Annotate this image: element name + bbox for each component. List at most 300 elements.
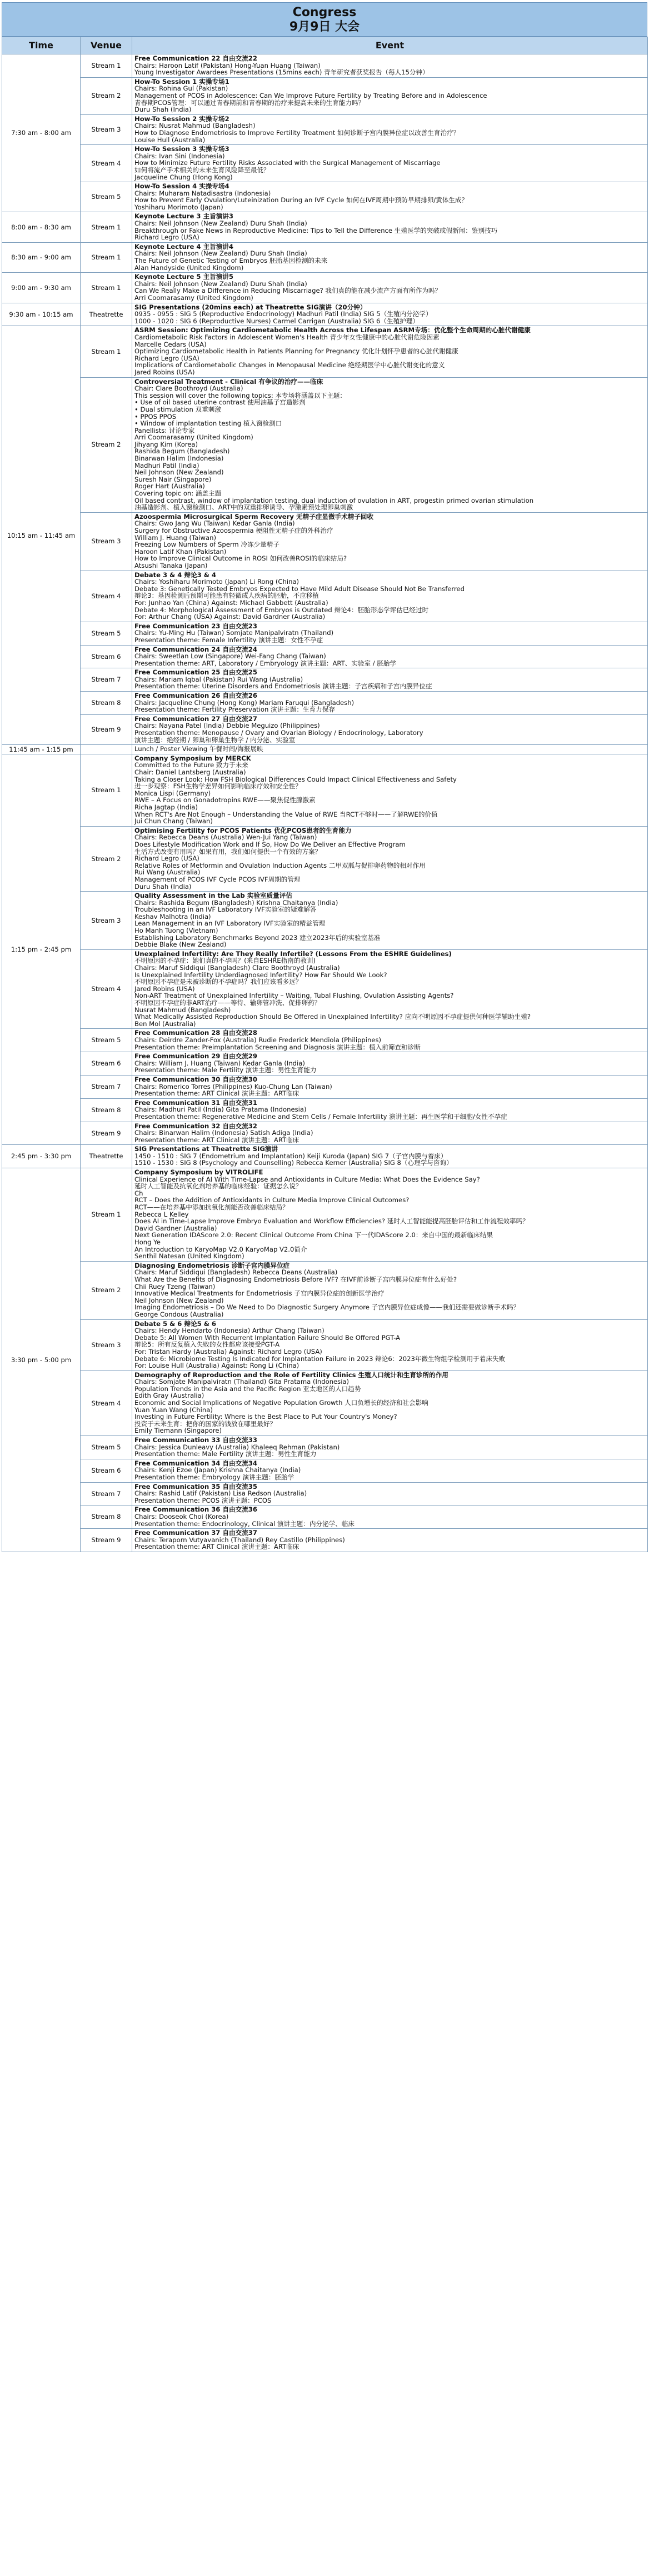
event-line: Presentation theme: ART, Laboratory / Embryology 演讲主题：ART、实验室 / 胚胎学 bbox=[134, 659, 397, 667]
event-line: Is Unexplained Infertility Underdiagnosed Infertility? How Far Should We Look? bbox=[134, 971, 387, 979]
event-line: Panellists: 讨论专家 bbox=[134, 426, 195, 434]
event-line: Chairs: Maruf Siddiqui (Bangladesh) Rebecca Deans (Australia) bbox=[134, 1268, 338, 1277]
event-title: Free Communication 33 自由交流33 bbox=[134, 1436, 257, 1444]
event-line: Madhuri Patil (India) bbox=[134, 461, 199, 469]
event-title: Free Communication 34 自由交流34 bbox=[134, 1459, 257, 1467]
event-title: Keynote Lecture 5 主旨演讲5 bbox=[134, 273, 233, 281]
event-cell bbox=[132, 668, 648, 692]
time-cell: 8:00 am - 8:30 am bbox=[2, 212, 81, 242]
venue-cell: Stream 2 bbox=[81, 826, 132, 891]
event-line: 如何将流产手术相关的未来生育风险降至最低？ bbox=[134, 166, 270, 174]
event-line: Chairs: Gwo Jang Wu (Taiwan) Kedar Ganla (India) bbox=[134, 519, 295, 528]
event-cell bbox=[132, 212, 648, 242]
event-line: 进一步观察：FSH生物学差异如何影响临床疗效和安全性？ bbox=[134, 782, 302, 791]
event-line: Population Trends in the Asia and the Pacific Region 亚太地区的人口趋势 bbox=[134, 1384, 361, 1393]
venue-cell: Theatrette bbox=[81, 303, 132, 326]
event-title: Free Communication 24 自由交流24 bbox=[134, 645, 257, 653]
event-line: 延时人工智能及抗氧化剂培养基的临床经验：证据怎么说？ bbox=[134, 1182, 302, 1191]
event-line: Duru Shah (India) bbox=[134, 882, 192, 891]
event-line: Relative Roles of Metformin and Ovulation Induction Agents 二甲双胍与促排卵药物的相对作用 bbox=[134, 861, 426, 869]
event-line: Establishing Laboratory Benchmarks Beyond 2023 建立2023年后的实验室基准 bbox=[134, 933, 381, 942]
event-line: Alan Handyside (United Kingdom) bbox=[134, 263, 244, 272]
table-row bbox=[2, 1029, 648, 1052]
event-line: Oil based contrast, window of implantation testing, dual induction of ovulation in ART, progestin primed ovarian stimulation bbox=[134, 496, 534, 504]
time-cell: 9:00 am - 9:30 am bbox=[2, 273, 81, 303]
event-line: Next Generation IDAScore 2.0: Recent Clinical Outcome From China 下一代IDAScore 2.0：来自中国的最新临床结果 bbox=[134, 1231, 493, 1239]
event-cell bbox=[132, 377, 648, 512]
event-line: Richa Jagtap (India) bbox=[134, 803, 198, 811]
event-title: Free Communication 32 自由交流32 bbox=[134, 1122, 257, 1130]
event-title: Free Communication 28 自由交流28 bbox=[134, 1029, 257, 1037]
event-line: Presentation theme: Preimplantation Screening and Diagnosis 演讲主题：植入前筛查和诊断 bbox=[134, 1043, 421, 1051]
event-line: For: Tristan Hardy (Australia) Against: Richard Legro (USA) bbox=[134, 1347, 322, 1355]
table-row bbox=[2, 714, 648, 744]
event-cell bbox=[132, 745, 648, 754]
venue-cell: Stream 5 bbox=[81, 622, 132, 645]
table-row bbox=[2, 1145, 648, 1168]
event-title: Free Communication 35 自由交流35 bbox=[134, 1482, 257, 1490]
venue-cell: Stream 8 bbox=[81, 692, 132, 715]
event-title: How-To Session 1 实操专场1 bbox=[134, 77, 229, 86]
table-row bbox=[2, 242, 648, 272]
event-line: Senthil Natesan (United Kingdom) bbox=[134, 1252, 244, 1261]
event-cell bbox=[132, 1529, 648, 1552]
event-line: 1510 - 1530 : SIG 8 (Psychology and Counselling) Rebecca Kerner (Australia) SIG 8（心理学与咨询） bbox=[134, 1159, 453, 1167]
table-row bbox=[2, 892, 648, 950]
event-line: Duru Shah (India) bbox=[134, 106, 192, 114]
table-row bbox=[2, 622, 648, 645]
venue-cell: Stream 3 bbox=[81, 892, 132, 950]
event-line: Roger Hart (Australia) bbox=[134, 482, 205, 491]
event-title: Free Communication 27 自由交流27 bbox=[134, 714, 257, 723]
event-line: Chairs: Kenji Ezoe (Japan) Krishna Chaitanya (India) bbox=[134, 1466, 301, 1474]
event-cell bbox=[132, 145, 648, 182]
table-row bbox=[2, 1168, 648, 1262]
event-title: Free Communication 30 自由交流30 bbox=[134, 1075, 257, 1083]
venue-cell: Stream 7 bbox=[81, 1075, 132, 1098]
table-row bbox=[2, 1370, 648, 1435]
event-line: Jared Robins (USA) bbox=[134, 368, 195, 376]
event-line: Debate 3: Genetically Tested Embryos Expected to Have Mild Adult Disease Should Not Be Transferred bbox=[134, 584, 465, 593]
event-line: 1450 - 1510 : SIG 7 (Endometrium and Implantation) Keiji Kuroda (Japan) SIG 7（子宫内膜与着床） bbox=[134, 1152, 447, 1160]
table-row bbox=[2, 949, 648, 1029]
event-line: RWE – A Focus on Gonadotropins RWE——聚焦促性腺激素 bbox=[134, 796, 316, 804]
event-line: Surgery for Obstructive Azoospermia 梗阻性无精子症的外科治疗 bbox=[134, 527, 333, 534]
table-row bbox=[2, 1261, 648, 1319]
page-subtitle: 9月9日 大会 bbox=[289, 20, 360, 34]
event-title: Free Communication 26 自由交流26 bbox=[134, 692, 257, 700]
venue-cell: Stream 6 bbox=[81, 1052, 132, 1076]
event-line: Chairs: Teraporn Vutyavanich (Thailand) Rey Castillo (Philippines) bbox=[134, 1535, 345, 1544]
event-title: How-To Session 4 实操专场4 bbox=[134, 182, 229, 191]
event-title: Debate 5 & 6 辩论5 & 6 bbox=[134, 1319, 216, 1328]
event-title: Company Symposium by MERCK bbox=[134, 754, 251, 762]
event-line: Economic and Social Implications of Negative Population Growth 人口负增长的经济和社会影响 bbox=[134, 1399, 428, 1407]
event-line: Debate 4: Morphological Assessment of Embryos is Outdated 辩论4：胚胎形态学评估已经过时 bbox=[134, 606, 429, 614]
table-row bbox=[2, 512, 648, 571]
column-header-time: Time bbox=[2, 37, 81, 54]
event-line: Imaging Endometriosis – Do We Need to Do Diagnostic Surgery Anymore 子宫内膜异位症成像——我们还需要做诊断手术吗？ bbox=[134, 1303, 520, 1312]
event-line: What Medically Assisted Reproduction Should Be Offered in Unexplained Infertility? 应向不明原因不孕症提供何种医学辅助生殖? bbox=[134, 1013, 531, 1021]
venue-cell: Stream 9 bbox=[81, 1122, 132, 1145]
event-line: Management of PCOS in Adolescence: Can We Improve Future Fertility by Treating Before and in Adolescence bbox=[134, 91, 487, 99]
venue-cell: Stream 2 bbox=[81, 377, 132, 512]
event-line: Neil Johnson (New Zealand) bbox=[134, 468, 224, 477]
event-line: Ho Manh Tuong (Vietnam) bbox=[134, 927, 218, 935]
table-row bbox=[2, 1319, 648, 1370]
event-line: William J. Huang (Taiwan) bbox=[134, 533, 216, 542]
event-cell bbox=[132, 826, 648, 891]
event-line: Chairs: Somjate Manipalviratn (Thailand) Gita Pratama (Indonesia) bbox=[134, 1378, 350, 1386]
event-line: Presentation theme: ART Clinical 演讲主题：ART临床 bbox=[134, 1136, 299, 1144]
event-line: Presentation theme: ART Clinical 演讲主题：ART临床 bbox=[134, 1543, 299, 1551]
venue-cell: Stream 1 bbox=[81, 273, 132, 303]
venue-cell: Stream 7 bbox=[81, 1482, 132, 1505]
event-line: Jared Robins (USA) bbox=[134, 984, 195, 993]
event-cell bbox=[132, 645, 648, 668]
event-title: Keynote Lecture 4 主旨演讲4 bbox=[134, 242, 233, 251]
table-row bbox=[2, 1436, 648, 1459]
table-row bbox=[2, 182, 648, 212]
table-row bbox=[2, 754, 648, 826]
event-title: Company Symposium by VITROLIFE bbox=[134, 1168, 263, 1177]
event-line: Nusrat Mahmud (Bangladesh) bbox=[134, 1006, 231, 1014]
event-cell bbox=[132, 892, 648, 950]
venue-cell: Stream 3 bbox=[81, 114, 132, 144]
event-line: Chairs: Dooseok Choi (Korea) bbox=[134, 1512, 229, 1520]
event-line: • PPOS PPOS bbox=[134, 412, 177, 421]
event-line: Richard Legro (USA) bbox=[134, 354, 199, 362]
table-row bbox=[2, 745, 648, 754]
event-title: Diagnosing Endometriosis 诊断子宫内膜异位症 bbox=[134, 1261, 290, 1269]
event-cell bbox=[132, 1052, 648, 1076]
event-line: Chairs: Neil Johnson (New Zealand) Duru Shah (India) bbox=[134, 249, 307, 258]
event-line: Investing in Future Fertility: Where is the Best Place to Put Your Country's Money? bbox=[134, 1413, 397, 1421]
event-line: Chairs: Rashida Begum (Bangladesh) Krishna Chaitanya (India) bbox=[134, 898, 338, 907]
event-cell bbox=[132, 692, 648, 715]
event-line: Chairs: Neil Johnson (New Zealand) Duru Shah (India) bbox=[134, 279, 307, 288]
event-line: Management of PCOS IVF Cycle PCOS IVF周期的管理 bbox=[134, 875, 301, 883]
event-line: Covering topic on: 涵盖主题 bbox=[134, 489, 222, 498]
event-line: Chairs: Hendy Hendarto (Indonesia) Arthur Chang (Taiwan) bbox=[134, 1327, 324, 1335]
event-line: Chairs: Neil Johnson (New Zealand) Duru Shah (India) bbox=[134, 219, 307, 228]
event-line: Chairs: Maruf Siddiqui (Bangladesh) Clare Boothroyd (Australia) bbox=[134, 964, 340, 972]
table-row bbox=[2, 1098, 648, 1122]
event-line: 不明原因的不孕症：她们真的不孕吗？(来自ESHRE指南的教训) bbox=[134, 957, 316, 965]
event-line: Presentation theme: Female Infertility 演讲主题：女性不孕症 bbox=[134, 636, 323, 644]
event-line: Marcelle Cedars (USA) bbox=[134, 340, 207, 348]
event-line: Chairs: Binarwan Halim (Indonesia) Satish Adiga (India) bbox=[134, 1129, 313, 1137]
event-line: Rui Wang (Australia) bbox=[134, 868, 201, 877]
event-cell bbox=[132, 949, 648, 1029]
event-line: Presentation theme: Menopause / Ovary and Ovarian Biology / Endocrinology, Laboratory bbox=[134, 729, 423, 737]
event-line: Jihyang Kim (Korea) bbox=[134, 440, 198, 448]
event-line: Debate 6: Microbiome Testing Is Indicated for Implantation Failure in 2023 辩论6：2023年微生物组学检测用于着床失败 bbox=[134, 1354, 506, 1363]
event-line: RCT – Does the Addition of Antioxidants in Culture Media Improve Clinical Outcomes? bbox=[134, 1196, 410, 1204]
schedule-body bbox=[2, 54, 648, 1552]
event-line: George Condous (Australia) bbox=[134, 1310, 224, 1318]
venue-cell: Stream 8 bbox=[81, 1505, 132, 1529]
event-line: Chairs: Rohina Gul (Pakistan) bbox=[134, 84, 228, 93]
venue-cell: Stream 8 bbox=[81, 1098, 132, 1122]
event-line: Innovative Medical Treatments for Endometriosis 子宫内膜异位症的创新医学治疗 bbox=[134, 1289, 385, 1298]
table-row bbox=[2, 212, 648, 242]
event-line: Taking a Closer Look: How FSH Biological Differences Could Impact Clinical Effectiveness and Safety bbox=[134, 775, 457, 783]
event-line: Arri Coomarasamy (United Kingdom) bbox=[134, 294, 253, 302]
event-title: Demography of Reproduction and the Role of Fertility Clinics 生殖人口统计和生育诊所的作用 bbox=[134, 1370, 448, 1379]
event-cell bbox=[132, 77, 648, 114]
time-cell: 2:45 pm - 3:30 pm bbox=[2, 1145, 81, 1168]
venue-cell: Stream 1 bbox=[81, 212, 132, 242]
venue-cell: Stream 5 bbox=[81, 182, 132, 212]
event-line: Presentation theme: Regenerative Medicine and Stem Cells / Female Infertility 演讲主题：再生医学和干细胞/女性不孕症 bbox=[134, 1112, 507, 1121]
table-row bbox=[2, 1529, 648, 1552]
event-line: Neil Johnson (New Zealand) bbox=[134, 1296, 224, 1304]
event-line: Chairs: Deirdre Zander-Fox (Australia) Rudie Frederick Mendiola (Philippines) bbox=[134, 1036, 382, 1044]
table-row bbox=[2, 145, 648, 182]
event-line: Chair: Clare Boothroyd (Australia) bbox=[134, 384, 243, 393]
venue-cell: Stream 2 bbox=[81, 1261, 132, 1319]
event-cell bbox=[132, 1319, 648, 1370]
event-cell bbox=[132, 754, 648, 826]
venue-cell: Stream 4 bbox=[81, 1370, 132, 1435]
event-title: Free Communication 25 自由交流25 bbox=[134, 668, 257, 677]
venue-cell: Stream 6 bbox=[81, 645, 132, 668]
event-cell bbox=[132, 622, 648, 645]
venue-cell: Stream 5 bbox=[81, 1029, 132, 1052]
event-line: For: Louise Hull (Australia) Against: Rong Li (China) bbox=[134, 1362, 299, 1370]
event-cell bbox=[132, 571, 648, 622]
event-line: For: Junhao Yan (China) Against: Michael Gabbett (Australia) bbox=[134, 598, 328, 607]
event-line: Lean Management in an IVF Laboratory IVF实验室的精益管理 bbox=[134, 919, 326, 928]
header-banner bbox=[2, 2, 647, 37]
event-line: How to Minimize Future Fertility Risks Associated with the Surgical Management of Miscarriage bbox=[134, 159, 441, 167]
event-line: The Future of Genetic Testing of Embryos 胚胎基因检测的未来 bbox=[134, 257, 328, 265]
event-line: Chairs: Romerico Torres (Philippines) Kuo-Chung Lan (Taiwan) bbox=[134, 1082, 332, 1091]
event-line: Rebecca L Kelley bbox=[134, 1210, 189, 1218]
table-row bbox=[2, 303, 648, 326]
event-title: Free Communication 22 自由交流22 bbox=[134, 54, 257, 62]
event-line: Yuan Yuan Wang (China) bbox=[134, 1405, 213, 1414]
table-row bbox=[2, 114, 648, 144]
event-cell bbox=[132, 512, 648, 571]
event-line: How to Diagnose Endometriosis to Improve Fertility Treatment 如何诊断子宫内膜异位症以改善生育治疗？ bbox=[134, 128, 460, 137]
event-cell bbox=[132, 1370, 648, 1435]
event-title: How-To Session 2 实操专场2 bbox=[134, 114, 229, 123]
event-line: Chairs: Jacqueline Chung (Hong Kong) Mariam Faruqui (Bangladesh) bbox=[134, 698, 355, 707]
venue-cell: Stream 1 bbox=[81, 326, 132, 377]
event-line: Yoshiharu Morimoto (Japan) bbox=[134, 203, 223, 211]
event-cell bbox=[132, 273, 648, 303]
venue-cell bbox=[81, 745, 132, 754]
venue-cell: Stream 1 bbox=[81, 754, 132, 826]
event-line: Presentation theme: Embryology 演讲主题：胚胎学 bbox=[134, 1473, 294, 1481]
time-cell: 3:30 pm - 5:00 pm bbox=[2, 1168, 81, 1552]
event-line: Jui Chun Chang (Taiwan) bbox=[134, 817, 213, 826]
event-line: Suresh Nair (Singapore) bbox=[134, 475, 212, 483]
event-cell bbox=[132, 1482, 648, 1505]
event-title: Optimising Fertility for PCOS Patients 优化PCOS患者的生育能力 bbox=[134, 826, 352, 834]
event-line: Presentation theme: Uterine Disorders and Endometriosis 演讲主题：子宫疾病和子宫内膜异位症 bbox=[134, 682, 432, 691]
time-cell: 9:30 am - 10:15 am bbox=[2, 303, 81, 326]
event-line: Implications of Cardiometabolic Changes in Menopausal Medicine 绝经期医学中心脏代谢变化的意义 bbox=[134, 361, 445, 369]
event-line: Chairs: Nusrat Mahmud (Bangladesh) bbox=[134, 122, 256, 130]
event-cell bbox=[132, 1459, 648, 1482]
event-line: An Introduction to KaryoMap V2.0 KaryoMap V2.0简介 bbox=[134, 1245, 307, 1253]
venue-cell: Stream 1 bbox=[81, 242, 132, 272]
table-row bbox=[2, 1505, 648, 1529]
event-line: Chairs: Jessica Dunleavy (Australia) Khaleeq Rehman (Pakistan) bbox=[134, 1443, 340, 1451]
venue-cell: Stream 5 bbox=[81, 1436, 132, 1459]
event-cell bbox=[132, 1436, 648, 1459]
event-line: Arri Coomarasamy (United Kingdom) bbox=[134, 433, 253, 442]
event-line: Louise Hull (Australia) bbox=[134, 136, 206, 144]
table-row bbox=[2, 1075, 648, 1098]
event-line: 辩论5：所有反复植入失败的女性都应该接受PGT-A bbox=[134, 1340, 280, 1349]
event-line: David Gardner (Australia) bbox=[134, 1224, 217, 1232]
event-line: This session will cover the following topics: 本专场将涵盖以下主题： bbox=[134, 391, 346, 399]
table-row bbox=[2, 692, 648, 715]
event-line: What Are the Benefits of Diagnosing Endometriosis Before IVF? 在IVF前诊断子宫内膜异位症有什么好处? bbox=[134, 1275, 457, 1283]
table-row bbox=[2, 326, 648, 377]
event-line: Chairs: Yu-Ming Hu (Taiwan) Somjate Manipalviratn (Thailand) bbox=[134, 629, 334, 637]
time-cell: 10:15 am - 11:45 am bbox=[2, 326, 81, 745]
venue-cell: Stream 4 bbox=[81, 571, 132, 622]
event-line: Presentation theme: ART Clinical 演讲主题：ART临床 bbox=[134, 1089, 299, 1098]
event-line: Does AI in Time-Lapse Improve Embryo Evaluation and Workflow Efficiencies? 延时人工智能能提高胚胎评估和工作流程效率吗？ bbox=[134, 1217, 529, 1226]
event-line: 1000 - 1020 : SIG 6 (Reproductive Nurses) Carmel Carrigan (Australia) SIG 6（生殖护理） bbox=[134, 317, 419, 325]
event-line: 油基造影剂、植入窗检测口、ART中的双重排卵诱导、孕激素预处理卵巢刺激 bbox=[134, 503, 353, 512]
event-line: Troubleshooting in an IVF Laboratory IVF实验室的疑难解答 bbox=[134, 906, 317, 914]
event-cell bbox=[132, 54, 648, 78]
event-title: Free Communication 31 自由交流31 bbox=[134, 1098, 257, 1107]
event-line: Non-ART Treatment of Unexplained Infertility – Waiting, Tubal Flushing, Ovulation Assisting Agents? bbox=[134, 992, 454, 1000]
event-line: Optimizing Cardiometabolic Health in Patients Planning for Pregnancy 优化计划怀孕患者的心脏代谢健康 bbox=[134, 347, 458, 356]
event-line: Keshav Malhotra (India) bbox=[134, 912, 211, 921]
event-cell bbox=[132, 714, 648, 744]
event-line: Presentation theme: Fertility Preservation 演讲主题：生育力保存 bbox=[134, 706, 335, 714]
event-line: Presentation theme: Male Fertility 演讲主题：男性生育能力 bbox=[134, 1450, 317, 1458]
event-line: Chairs: William J. Huang (Taiwan) Kedar Ganla (India) bbox=[134, 1059, 305, 1067]
event-line: Chair: Daniel Lantsberg (Australia) bbox=[134, 768, 246, 776]
event-title: ASRM Session: Optimizing Cardiometabolic Health Across the Lifespan ASRM专场：优化整个生命周期的心脏代谢健康 bbox=[134, 326, 531, 334]
event-cell bbox=[132, 1122, 648, 1145]
event-line: Chairs: Rashid Latif (Pakistan) Lisa Redson (Australia) bbox=[134, 1489, 307, 1498]
time-cell: 11:45 am - 1:15 pm bbox=[2, 745, 81, 754]
event-title: Free Communication 29 自由交流29 bbox=[134, 1052, 257, 1061]
event-line: Chairs: Sweetlan Low (Singapore) Wei-Fang Chang (Taiwan) bbox=[134, 652, 326, 661]
event-line: 青春期PCOS管理：可以通过青春期前和青春期的治疗来提高未来的生育能力吗？ bbox=[134, 98, 365, 107]
venue-cell: Theatrette bbox=[81, 1145, 132, 1168]
event-title: Unexplained Infertility: Are They Really Infertile? (Lessons From the ESHRE Guidelines) bbox=[134, 949, 452, 958]
page-title: Congress bbox=[292, 6, 357, 19]
event-line: Committed to the Future 致力于未来 bbox=[134, 761, 248, 769]
event-cell bbox=[132, 326, 648, 377]
event-line: 辩论3：基因检测后预期可能患有轻微成人疾病的胚胎，不应移植 bbox=[134, 592, 319, 600]
venue-cell: Stream 4 bbox=[81, 949, 132, 1029]
event-cell bbox=[132, 182, 648, 212]
event-title: Keynote Lecture 3 主旨演讲3 bbox=[134, 212, 233, 221]
event-line: • Dual stimulation 双重刺激 bbox=[134, 405, 221, 413]
event-title: Controversial Treatment - Clinical 有争议的治疗——临床 bbox=[134, 377, 323, 386]
event-line: Freezing Low Numbers of Sperm 冷冻少量精子 bbox=[134, 541, 279, 549]
event-line: Edith Gray (Australia) bbox=[134, 1392, 204, 1400]
event-line: When RCT's Are Not Enough – Understanding the Value of RWE 当RCT不够时——了解RWE的价值 bbox=[134, 810, 438, 818]
event-line: Chii Ruey Tzeng (Taiwan) bbox=[134, 1282, 216, 1290]
event-line: Chairs: Yoshiharu Morimoto (Japan) Li Rong (China) bbox=[134, 578, 299, 586]
event-line: Ch bbox=[134, 1189, 143, 1197]
event-cell bbox=[132, 1505, 648, 1529]
venue-cell: Stream 9 bbox=[81, 1529, 132, 1552]
event-title: Free Communication 37 自由交流37 bbox=[134, 1529, 257, 1537]
schedule-table bbox=[2, 37, 648, 1552]
venue-cell: Stream 1 bbox=[81, 1168, 132, 1262]
table-row bbox=[2, 77, 648, 114]
event-title: SIG Presentations at Theatrette SIG演讲 bbox=[134, 1145, 278, 1153]
column-header-venue: Venue bbox=[81, 37, 132, 54]
event-line: Young Investigator Awardees Presentations (15mins each) 青年研究者获奖报告（每人15分钟） bbox=[134, 68, 429, 77]
event-cell bbox=[132, 1145, 648, 1168]
event-cell bbox=[132, 1168, 648, 1262]
event-cell bbox=[132, 303, 648, 326]
event-line: 生活方式改变有用吗？如果有用，我们如何提供一个有效的方案？ bbox=[134, 847, 322, 856]
time-cell: 7:30 am - 8:00 am bbox=[2, 54, 81, 212]
event-title: Quality Assessment in the Lab 实验室质量评估 bbox=[134, 892, 292, 900]
event-line: • Use of oil based uterine contrast 使用油基子宫造影剂 bbox=[134, 398, 306, 407]
event-line: Cardiometabolic Risk Factors in Adolescent Women's Health 青少年女性健康中的心脏代谢危险因素 bbox=[134, 333, 440, 341]
event-line: Chairs: Muharam Natadisastra (Indonesia) bbox=[134, 189, 271, 197]
event-line: RCT——在培养基中添加抗氧化剂能否改善临床结局？ bbox=[134, 1203, 289, 1212]
venue-cell: Stream 6 bbox=[81, 1459, 132, 1482]
event-cell bbox=[132, 1029, 648, 1052]
event-line: For: Arthur Chang (USA) Against: David Gardner (Australia) bbox=[134, 613, 326, 621]
event-line: Debbie Blake (New Zealand) bbox=[134, 941, 227, 949]
event-line: Chairs: Haroon Latif (Pakistan) Hong-Yuan Huang (Taiwan) bbox=[134, 61, 321, 69]
event-line: Does Lifestyle Modification Work and If So, How Do We Deliver an Effective Program bbox=[134, 840, 406, 848]
table-row bbox=[2, 273, 648, 303]
venue-cell: Stream 1 bbox=[81, 54, 132, 78]
venue-cell: Stream 7 bbox=[81, 668, 132, 692]
event-line: Presentation theme: Male Fertility 演讲主题：男性生育能力 bbox=[134, 1066, 317, 1074]
event-line: Chairs: Nayana Patel (India) Debbie Meguizo (Philippines) bbox=[134, 722, 320, 730]
event-line: • Window of implantation testing 植入窗检测口 bbox=[134, 419, 282, 428]
event-cell bbox=[132, 1075, 648, 1098]
table-row bbox=[2, 1052, 648, 1076]
event-line: Debate 5: All Women With Recurrent Implantation Failure Should Be Offered PGT-A bbox=[134, 1333, 401, 1342]
event-line: Chairs: Madhuri Patil (India) Gita Pratama (Indonesia) bbox=[134, 1106, 307, 1114]
table-row bbox=[2, 1482, 648, 1505]
event-line: Lunch / Poster Viewing 午餐时间/海报展映 bbox=[134, 745, 263, 753]
table-row bbox=[2, 668, 648, 692]
event-cell bbox=[132, 1098, 648, 1122]
event-line: How to Prevent Early Ovulation/Luteinization During an IVF Cycle 如何在IVF周期中预防早期排卵/黄体生成？ bbox=[134, 196, 468, 204]
venue-cell: Stream 2 bbox=[81, 77, 132, 114]
event-line: Richard Legro (USA) bbox=[134, 854, 199, 863]
event-line: Hong Ye bbox=[134, 1238, 161, 1246]
event-line: Breakthrough or Fake News in Reproductive Medicine: Tips to Tell the Difference 生殖医学的突破或假新闻：鉴别技巧 bbox=[134, 226, 498, 234]
table-row bbox=[2, 54, 648, 78]
event-line: Chairs: Mariam Iqbal (Pakistan) Rui Wang (Australia) bbox=[134, 675, 303, 683]
table-row bbox=[2, 645, 648, 668]
event-line: Richard Legro (USA) bbox=[134, 233, 199, 242]
event-title: Free Communication 23 自由交流23 bbox=[134, 622, 257, 630]
event-title: Free Communication 36 自由交流36 bbox=[134, 1505, 257, 1514]
venue-cell: Stream 4 bbox=[81, 145, 132, 182]
table-row bbox=[2, 1122, 648, 1145]
time-cell: 1:15 pm - 2:45 pm bbox=[2, 754, 81, 1144]
event-line: Ben Mol (Australia) bbox=[134, 1019, 196, 1028]
table-row bbox=[2, 377, 648, 512]
